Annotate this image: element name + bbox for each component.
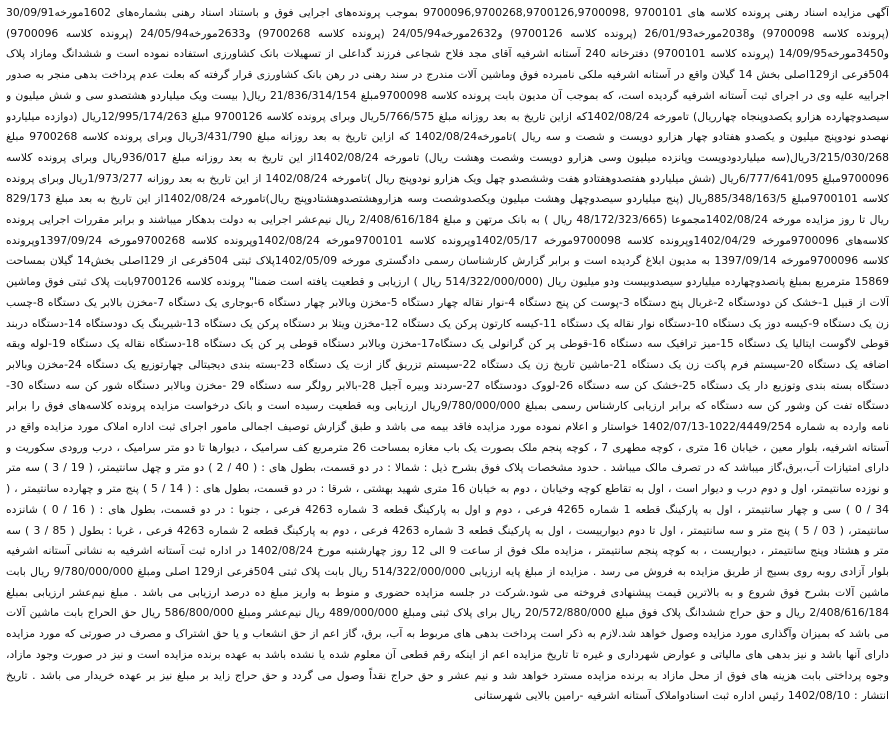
- notice-body-text: آگهی مزایده اسناد رهنی پرونده کلاسه های 9700101 ,9700096,9700268,9700126,9700098 بموجب پرونده‌های اجرایی فوق و باستناد اسناد رهنی بشماره‌های 1602مورخه‌30/09/91 (پرونده کلاسه 9700098) و2038مورخه‌26/01/93 (پرونده کلاسه 9700126) و2632مورخه‌24/05/94 (پرونده کلاسه 9700268) و2633مورخه‌24/05/94 (پرونده کلاسه 9700096) و3450مورخه‌14/09/95 (پرونده کلاسه 9700101) دفترخانه 240 آستانه اشرفیه آقای مجد فلاح شجاعی فرزند گداعلی از تسهیلات بانک کشاورزی استفاده نموده است و ششدانگ ومازاد پلاک 504فرعی از129اصلی بخش 14 گیلان واقع در آستانه اشرفیه ملکی نامبرده فوق وماشین آلات مندرج در سند رهنی در رهن بانک کشاورزی قرار گرفته که بعلت عدم پرداخت بدهی منجر به صدور اجراییه علیه وی در اجرای ثبت آستانه اشرفیه گردیده است، که بموجب آن مدیون بابت پرونده کلاسه 9700098مبلغ 21/836/314/154 ریال( بیست ویک میلیاردو هشتصدو سی و شش میلیون و سیصدوچهارده هزارو یکصدوپنجاه چهارریال) تامورخه 1402/08/24که ازاین تاریخ به بعد روزانه مبلغ 5/766/575ریال وبرای پرونده کلاسه 9700126 مبلغ 12/995/174/263ریال (دوازده میلیاردو نهصدو نودوپنج میلیون و یکصدو هفتادو چهار هزارو دویست و شصت و سه ریال )تامورخه1402/08/24 که ازاین تاریخ به بعد روزانه مبلغ 3/431/790ریال وبرای پرونده کلاسه 9700268 مبلغ 3/215/030/268ریال(سه میلیاردودویست وپانزده میلیون وسی هزارو دویست وشصت وهشت ریال) تامورخه 1402/08/24از این تاریخ به بعد روزانه مبلغ 936/017ریال وبرای پرونده کلاسه 9700096مبلغ 6/777/641/095ریال (شش میلیاردو هفتصدوهفتادو هفت وششصدو چهل ویک هزارو نودوپنج ریال )تامورخه 1402/08/24 از این تاریخ به بعد روزانه 1/973/277ریال وبرای پرونده کلاسه 9700101مبلغ 885/348/163/5ریال (پنج میلیاردو سیصدوچهل وهشت میلیون ویکصدوشصت وسه هزاروهشتصدوهشتادوپنج ریال)تامورخه 1402/08/24از این تاریخ به بعد مبلغ 829/173 ریال تا روز مزایده مورخه 1402/08/24مجموعا (48/172/323/665 ریال ) به بانک مرتهن و مبلغ 2/408/616/184 ریال نیم‌عشر اجرایی به دولت بدهکار میباشند و برابر مقررات اجرایی پرونده کلاسه‌های 9700096مورخه 1402/04/29وپرونده کلاسه 9700098مورخه 1402/05/17وپرونده کلاسه 9700101مورخه 1402/08/24وپرونده کلاسه 9700268مورخه 1397/09/24وپرونده کلاسه 9700096مورخه 1397/09/14 به مدیون ابلاغ گردیده است و برابر گزارش کارشناسان رسمی دادگستری مورخه 1402/05/09پلاک ثبتی 504فرعی از 129اصلی بخش14 گیلان بمساحت 15869 مترمربع بمبلغ پانصدوچهارده میلیاردو سیصدوبیست ودو میلیون ریال (514/322/000/000 ریال ) ارزیابی و قطعیت یافته است ضمنا" پرونده کلاسه 9700126بابت پلاک ثبتی فوق وماشین آلات از قبیل 1-خشک کن دودستگاه 2-غربال پنج دستگاه 3-پوست کن پنج دستگاه 4-نوار نقاله چهار دستگاه 5-مخزن وبالابر چهار دستگاه 6-بوجاری یک دستگاه 7-مخزن بالابر یک دستگاه 8-چسب زن یک دستگاه 9-کیسه دوز یک دستگاه 10-دستگاه نوار نقاله یک دستگاه 11-کیسه کارتون پرکن یک دستگاه 12-مخزن ویتلا بر دستگاه پرکن یک دستگاه 13-شیرینگ یک دودستگاه 14-دستگاه دربند قوطی لاگوست ایتالیا یک دستگاه 15-میز ترافیک سه دستگاه 16-قوطی پر کن گرانولی یک دستگاه17-مخزن وبالابر دستگاه قوطی پر کن یک دستگاه 18-دستگاه نقاله یک دستگاه 19-لوله وبقه اضافه یک دستگاه 20-سیستم فرم پاکت زن یک دستگاه 21-ماشین تاریخ زن یک دستگاه 22-سیستم تزریق گاز ازت یک دستگاه 23-بسته بندی دیجیتالی چهارتوزیع یک دستگاه 24-مخزن وبالابر دستگاه بسته بندی وتوزیع دار یک دستگاه 25-خشک کن سه دستگاه 26-لووک دودستگاه 27-سردند وبیره آجیل 28-بالابر رولگر سه دستگاه 29 -مخزن وبالابر دستگاه شور کن سه دستگاه 30-دستگاه تفت کن وشور کن سه دستگاه که برابر ارزیابی کارشناس رسمی بمبلغ 9/780/000/000ریال ارزیابی وبه قطعیت رسیده است و بانک درخواست مزایده پرونده کلاسه‌های فوق را برابر نامه وارده به شماره 1022/4449/254-1402/07/13 خواستار و اعلام نموده مورد مزایده فاقد بیمه می باشد و طبق گزارش توصیف اجمالی مامور اجرای ثبت اداره املاک مورد مزایده واقع در آستانه اشرفیه، بلوار معین ، خیابان 16 متری ، کوچه مطهری 7 ، کوچه پنجم ملک بصورت یک باب مغازه بمساحت 26 مترمربع کف سرامیک ، دیوارها تا دو متر سرامیک ، درب ورودی سکوریت و دارای امتیازات آب،برق،گاز میباشد که در تصرف مالک میباشد . حدود مشخصات پلاک فوق بشرح ذیل : شمالا : در دو قسمت، بطول های : ( 40 / 2 ) دو متر و چهل سانتیمتر، ( 19 / 3 ) سه متر و نوزده سانتیمتر، اول و دوم درب و دیوار است ، اول به تقاطع کوچه وخیابان ، دوم به خیابان 16 متری شهید بهشتی ، شرقا : در دو قسمت، بطول های : ( 14 / 5 ) پنج متر و چهارده سانتیمتر ، ( 34 / 0 ) سی و چهار سانتیمتر ، اول به پارکینگ قطعه 1 شماره 4265 فرعی ، دوم و اول به پارکینگ قطعه 3 شماره 4263 فرعی ، جنوبا : در دو قسمت، بطول های : ( 16 / 0 ) شانزده سانتیمتر، ( 03 / 5 ) پنج متر و سه سانتیمتر ، اول تا دوم دیوارییست ، اول به پارکینگ قطعه 3 شماره 4263 فرعی ، دوم به پارکینگ قطعه 2 شماره 4263 فرعی ، غربا : بطول ( 85 / 3 ) سه متر و هشتاد وپنج سانتیمتر ، دیواریست ، به کوچه پنجم سانتیمتر ، مزایده ملک فوق از ساعت 9 الی 12 روز چهارشنبه مورخ 1402/08/24 در اداره ثبت آستانه اشرفیه به نشانی آستانه اشرفیه بلوار آزادی روبه روی بسیج از طریق مزایده به فروش می رسد . مزایده از مبلغ پایه ارزیابی 514/322/000/000 ریال بابت پلاک ثبتی 504فرعی از129 اصلی ومبلغ 9/780/000/000 ریال بابت ماشین آلات بشرح فوق شروع و به بالاترین قیمت پیشنهادی فروخته می شود.شرکت در جلسه مزایده حضوری و منوط به واریز مبلغ ده درصد ارزیابی می باشد . مبلغ نیم‌عشر ارزیابی بمبلغ 2/408/616/184 ریال و حق حراج ششدانگ پلاک فوق مبلغ 20/572/880/000 ریال برای پلاک ثبتی ومبلغ 489/000/000 ریال نیم‌عشر ومبلغ 586/800/000 ریال حق الحراج بابت ماشین آلات می باشد که بمیزان وآگذاری مورد مزایده وصول خواهد شد.لازم به ذکر است پرداخت بدهی های مربوط به آب، برق، گاز اعم از حق انشعاب و یا حق اشتراک و مصرف در صورتی که مورد مزایده دارای آنها باشد و نیز بدهی های مالیاتی و عوارض شهرداری و غیره تا تاریخ مزایده اعم از اینکه رقم قطعی آن معلوم شده یا نشده باشد به عهده برنده مزایده است و نیز در صورت وجود مازاد، وجوه پرداختی بابت هزینه های فوق از محل مازاد به برنده مزایده مسترد خواهد شد و نیم عشر و حق حراج نقداً وصول می گردد و حق حراج زاید بر مبلغ نیز بر عهده خریدار می باشد . تاریخ انتشار : 1402/08/10 رئیس اداره ثبت اسنادواملاک آستانه اشرفیه -رامین بالایی شهرستانی: [6, 6, 889, 703]
- auction-notice: [6, 3, 889, 747]
